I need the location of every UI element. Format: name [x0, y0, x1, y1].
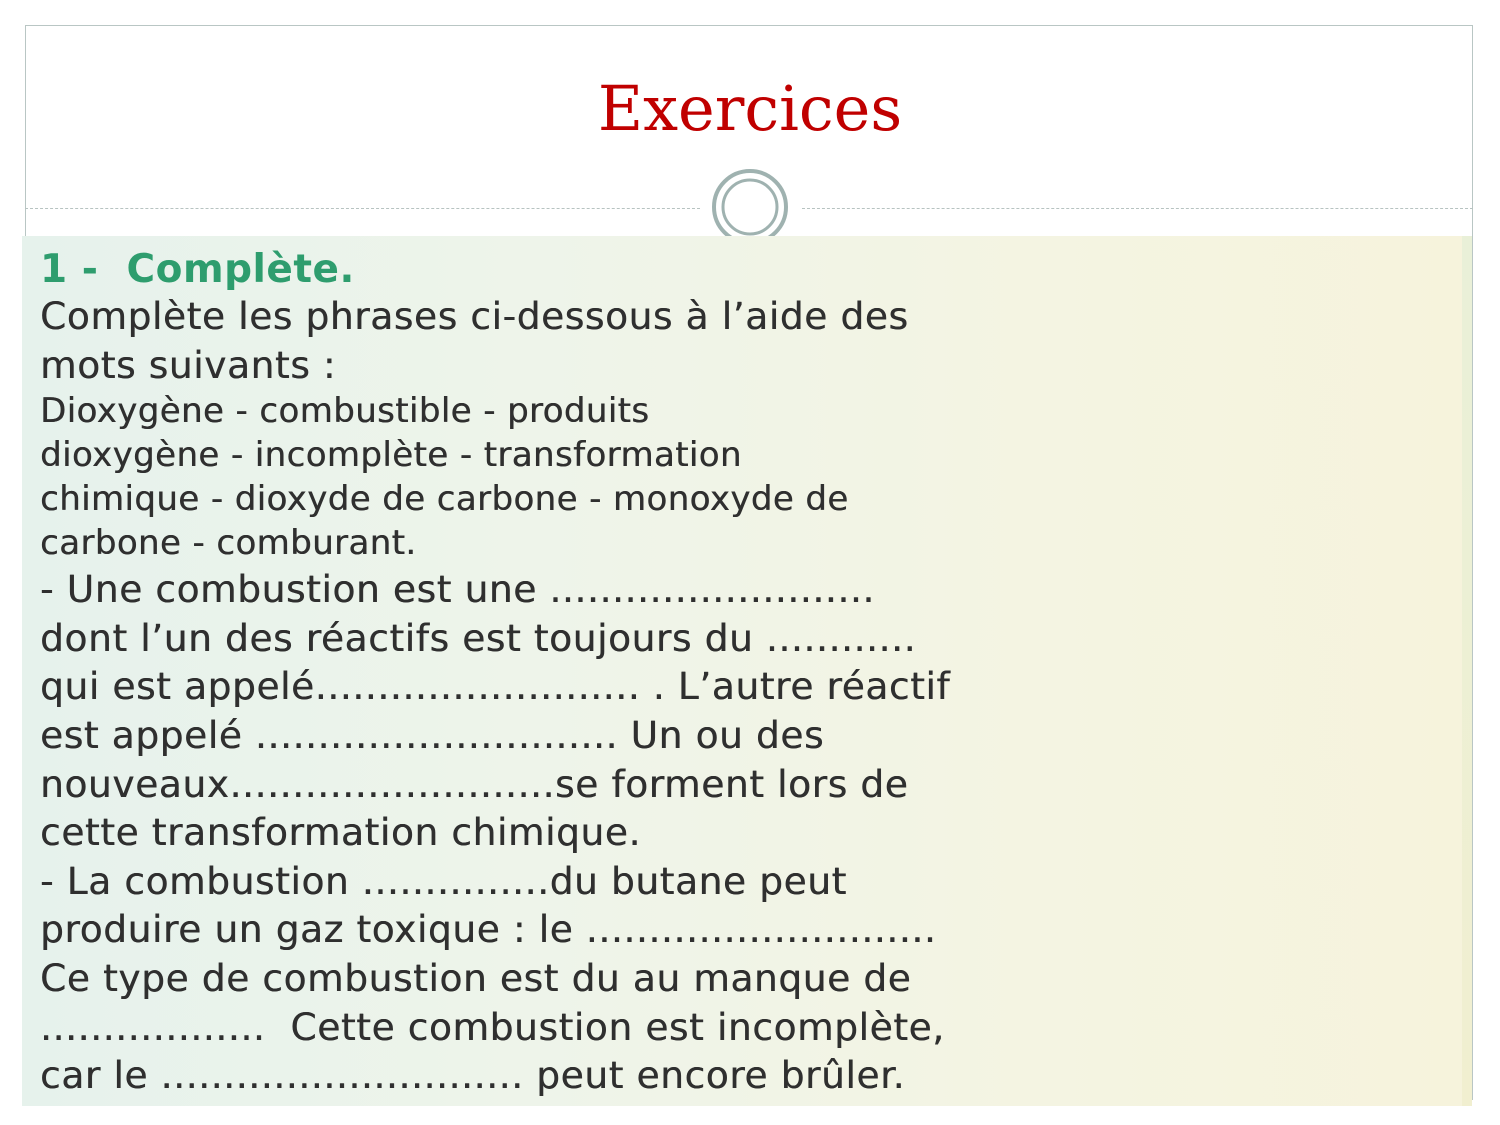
exercise-line: mots suivants :	[40, 342, 337, 387]
scan-edge	[1462, 236, 1472, 1106]
exercise-line: dont l’un des réactifs est toujours du ............	[40, 615, 917, 660]
title-divider-right	[802, 208, 1473, 209]
exercise-line: car le ............................. peut encore brûler.	[40, 1053, 906, 1098]
slide-title: Exercices	[597, 72, 903, 145]
exercise-line: carbone - comburant.	[40, 523, 417, 564]
exercise-line: produire un gaz toxique : le ............................	[40, 907, 937, 952]
exercise-line: cette transformation chimique.	[40, 810, 641, 855]
exercise-line: Complète les phrases ci-dessous à l’aide des	[40, 294, 909, 338]
scanned-exercise	[22, 236, 1472, 1106]
exercise-line: nouveaux..........................se forment lors de	[40, 761, 909, 806]
exercise-line: - La combustion ...............du butane peut	[40, 858, 847, 903]
exercise-line: dioxygène - incomplète - transformation	[40, 435, 742, 476]
exercise-line: chimique - dioxyde de carbone - monoxyde de	[40, 479, 849, 520]
exercise-line: Dioxygène - combustible - produits	[40, 391, 650, 432]
exercise-line: est appelé ............................. Un ou des	[40, 712, 825, 757]
exercise-heading: 1 - Complète.	[40, 247, 355, 292]
exercise-line: - Une combustion est une ..........................	[40, 567, 875, 612]
exercise-line: .................. Cette combustion est incomplète,	[40, 1004, 945, 1049]
exercise-line: qui est appelé.......................... . L’autre réactif	[40, 664, 951, 709]
title-divider-left	[25, 208, 700, 209]
double-ring-ornament-icon	[711, 168, 789, 246]
exercise-line: Ce type de combustion est du au manque de	[40, 955, 912, 1000]
